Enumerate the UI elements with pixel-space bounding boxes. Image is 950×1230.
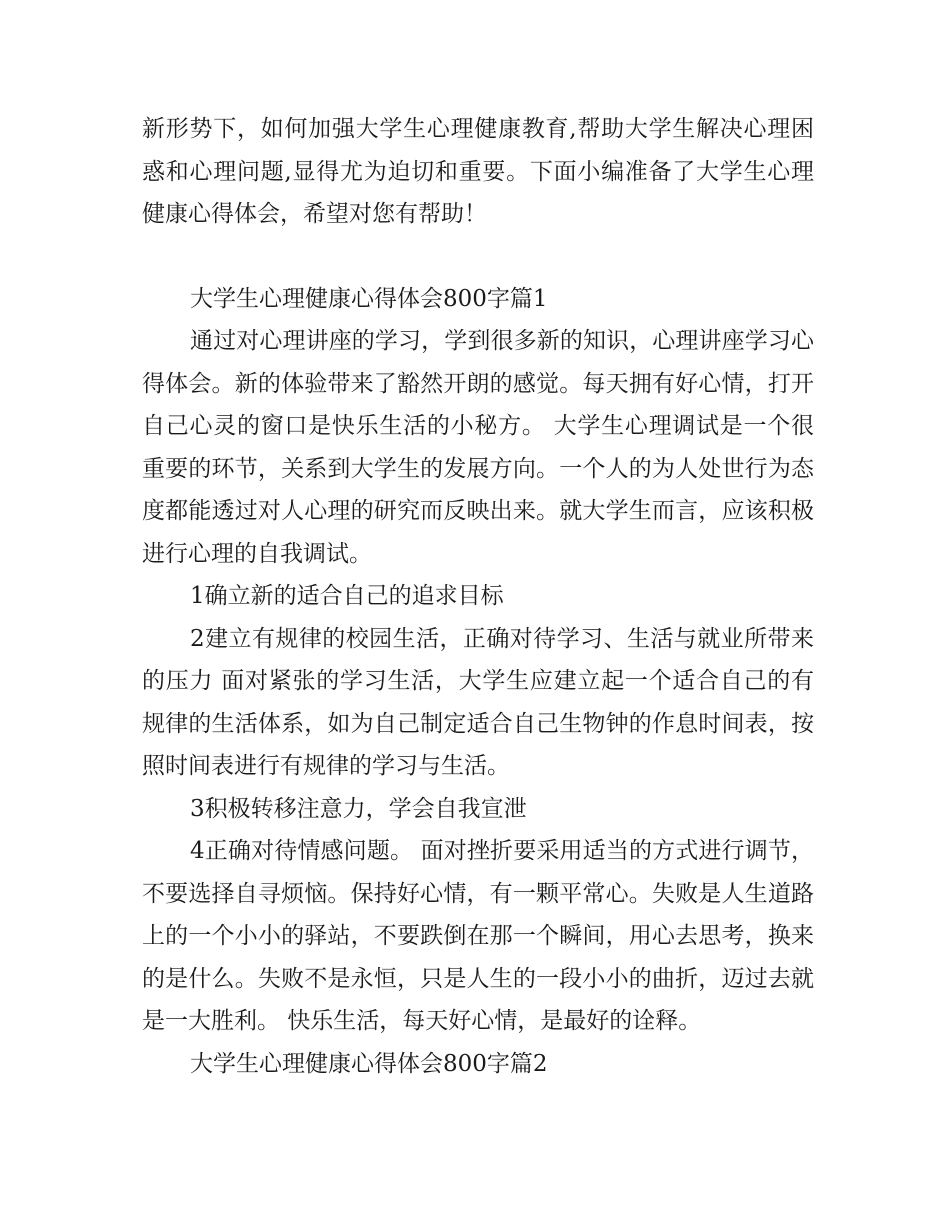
list-item-4: 4正确对待情感问题。 面对挫折要采用适当的方式进行调节，不要选择自寻烦恼。保持好心情，有一颗平常心。失败是人生道路上的一个小小的驿站，不要跌倒在那一个瞬间，用心去思考，换来的是什么。失败不是永恒，只是人生的一段小小的曲折，迈过去就是一大胜利。 快乐生活，每天好心情，是最好的诠释。	[142, 838, 814, 1034]
section-heading-2: 大学生心理健康心得体会800字篇2	[190, 1050, 548, 1077]
document-body	[142, 108, 814, 1085]
section-heading-1: 大学生心理健康心得体会800字篇1	[190, 285, 548, 312]
intro-paragraph: 新形势下，如何加强大学生心理健康教育,帮助大学生解决心理困惑和心理问题,显得尤为迫切和重要。下面小编准备了大学生心理健康心得体会，希望对您有帮助！	[142, 116, 814, 227]
list-item-3: 3积极转移注意力，学会自我宣泄	[190, 795, 527, 822]
body-paragraph-1: 通过对心理讲座的学习，学到很多新的知识，心理讲座学习心得体会。新的体验带来了豁然开朗的感觉。每天拥有好心情，打开自己心灵的窗口是快乐生活的小秘方。 大学生心理调试是一个很重要的环节，关系到大学生的发展方向。一个人的为人处世行为态度都能透过对人心理的研究而反映出来。就大学生而言，应该积极进行心理的自我调试。	[142, 328, 814, 567]
list-item-1: 1确立新的适合自己的追求目标	[190, 583, 504, 609]
list-item-2: 2建立有规律的校园生活，正确对待学习、生活与就业所带来的压力 面对紧张的学习生活，大学生应建立起一个适合自己的有规律的生活体系，如为自己制定适合自己生物钟的作息时间表，按照时间表进行有规律的学习与生活。	[142, 625, 814, 779]
